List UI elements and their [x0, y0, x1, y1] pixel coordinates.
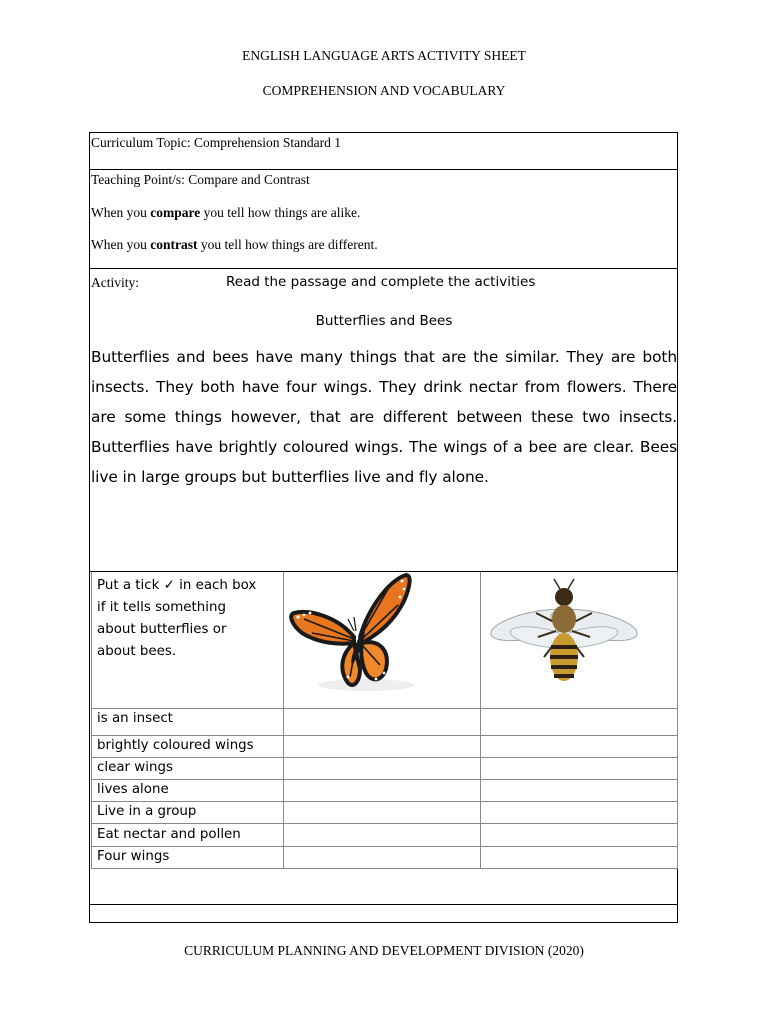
tick-box-butterfly[interactable] — [284, 802, 480, 823]
bee-image — [484, 573, 642, 695]
tick-box-bee[interactable] — [481, 802, 677, 823]
tick-box-butterfly[interactable] — [284, 736, 480, 757]
butterfly-image — [288, 573, 420, 695]
tick-box-bee[interactable] — [481, 780, 677, 801]
row-label-insect: is an insect — [97, 711, 173, 726]
row-label-group: Live in a group — [97, 804, 197, 819]
footer-division: CURRICULUM PLANNING AND DEVELOPMENT DIVISION (2020) — [184, 943, 584, 958]
passage-text: Butterflies and bees have many things that are the similar. They are both insects. They both have four wings. They drink nectar from flowers. There are some things however, that are different between these two insects. Butterflies have brightly coloured wings. The wings of a bee are clear. Bees live in large groups but butterflies live and fly alone. — [91, 348, 677, 486]
activity-instruction: Read the passage and complete the activities — [226, 274, 536, 290]
curriculum-topic: Curriculum Topic: Comprehension Standard 1 — [91, 135, 342, 150]
tick-box-butterfly[interactable] — [284, 847, 480, 868]
divider — [89, 904, 678, 905]
teaching-point: Teaching Point/s: Compare and Contrast — [91, 172, 310, 187]
row-label-bright-wings: brightly coloured wings — [97, 738, 254, 753]
tick-box-butterfly[interactable] — [284, 758, 480, 779]
tick-box-butterfly[interactable] — [284, 709, 480, 735]
passage-title: Butterflies and Bees — [315, 313, 453, 329]
row-label-nectar: Eat nectar and pollen — [97, 827, 241, 842]
table-grid — [91, 868, 678, 869]
compare-definition: When you compare you tell how things are alike. — [91, 205, 361, 220]
divider — [89, 169, 678, 170]
table-grid — [91, 572, 92, 869]
tick-box-bee[interactable] — [481, 758, 677, 779]
activity-label: Activity: — [91, 275, 139, 290]
tick-instruction: Put a tick ✓ in each box if it tells something about butterflies or about bees. — [97, 578, 257, 659]
tick-box-butterfly[interactable] — [284, 824, 480, 846]
row-label-four-wings: Four wings — [97, 849, 170, 864]
tick-box-bee[interactable] — [481, 847, 677, 868]
tick-box-bee[interactable] — [481, 824, 677, 846]
sheet-title: ENGLISH LANGUAGE ARTS ACTIVITY SHEET — [242, 48, 526, 63]
contrast-definition: When you contrast you tell how things are different. — [91, 237, 378, 252]
sheet-subtitle: COMPREHENSION AND VOCABULARY — [262, 83, 506, 98]
tick-box-bee[interactable] — [481, 736, 677, 757]
row-label-lives-alone: lives alone — [97, 782, 169, 797]
table-grid — [677, 572, 678, 869]
row-label-clear-wings: clear wings — [97, 760, 173, 775]
tick-box-butterfly[interactable] — [284, 780, 480, 801]
divider — [89, 571, 678, 572]
divider — [89, 268, 678, 269]
tick-box-bee[interactable] — [481, 709, 677, 735]
